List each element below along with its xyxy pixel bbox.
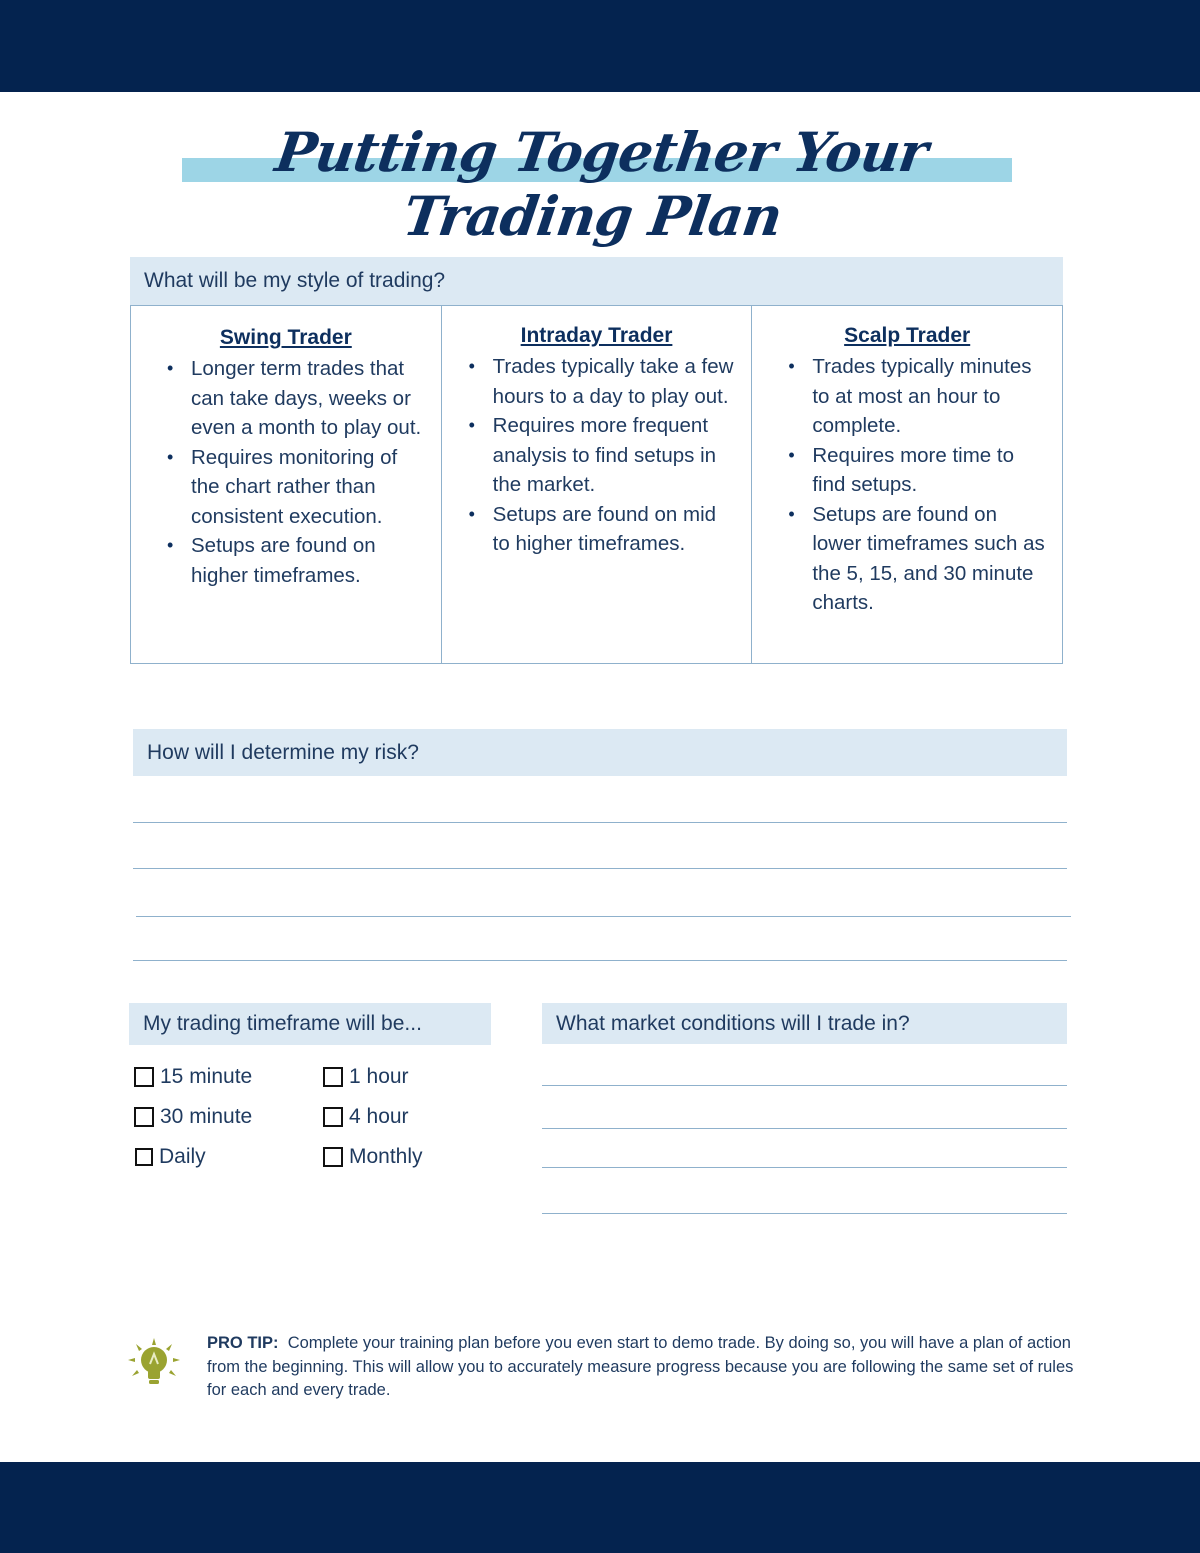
conditions-answer-line[interactable] — [542, 1213, 1067, 1214]
risk-answer-line[interactable] — [133, 960, 1067, 961]
column-list — [167, 354, 427, 590]
checkbox-30-minute[interactable]: 30 minute — [134, 1105, 252, 1129]
checkbox-square[interactable] — [134, 1067, 154, 1087]
checkbox-square[interactable] — [323, 1147, 343, 1167]
column-heading: Scalp Trader — [844, 324, 971, 347]
risk-answer-line[interactable] — [133, 868, 1067, 869]
column-list — [468, 352, 738, 559]
list-item: • Requires more time to find setups. — [788, 443, 1015, 496]
list-item: • Longer term trades that can take days, weeks or even a month to play out. — [167, 357, 422, 439]
conditions-question-header: What market conditions will I trade in? — [542, 1003, 1067, 1044]
page-title: Putting Together Your Trading Plan — [271, 120, 932, 248]
conditions-answer-line[interactable] — [542, 1128, 1067, 1129]
checkbox-1-hour[interactable]: 1 hour — [323, 1065, 409, 1089]
title-block — [182, 118, 1012, 248]
list-item: • Trades typically minutes to at most an hour to complete. — [788, 355, 1032, 437]
risk-answer-line[interactable] — [133, 822, 1067, 823]
list-item: • Setups are found on mid to higher timeframes. — [468, 502, 717, 555]
checkbox-15-minute[interactable]: 15 minute — [134, 1065, 252, 1089]
bottom-band — [0, 1462, 1200, 1553]
pro-tip-text — [207, 1332, 1077, 1403]
checkbox-square[interactable] — [323, 1067, 343, 1087]
conditions-answer-line[interactable] — [542, 1085, 1067, 1086]
style-column-swing — [131, 306, 442, 663]
checkbox-daily[interactable]: Daily — [135, 1145, 206, 1169]
top-band — [0, 0, 1200, 92]
list-item: • Setups are found on lower timeframes such as the 5, 15, and 30 minute charts. — [788, 502, 1045, 614]
checkbox-square[interactable] — [134, 1107, 154, 1127]
checkbox-monthly[interactable]: Monthly — [323, 1145, 423, 1169]
column-heading: Intraday Trader — [520, 324, 673, 347]
risk-question-header: How will I determine my risk? — [133, 729, 1067, 776]
list-item: • Requires more frequent analysis to find setups in the market. — [468, 414, 717, 496]
lightbulb-icon — [124, 1336, 184, 1392]
style-column-scalp — [752, 306, 1062, 663]
list-item: • Setups are found on higher timeframes. — [167, 534, 376, 587]
style-question-header: What will be my style of trading? — [130, 257, 1063, 305]
style-table — [130, 305, 1063, 664]
column-list — [788, 352, 1048, 618]
risk-answer-line[interactable] — [136, 916, 1071, 917]
pro-tip-label: PRO TIP: — [207, 1334, 279, 1352]
style-column-intraday — [442, 306, 753, 663]
timeframe-question-header: My trading timeframe will be... — [129, 1003, 491, 1045]
checkbox-square[interactable] — [323, 1107, 343, 1127]
column-heading: Swing Trader — [219, 326, 352, 349]
pro-tip-body: Complete your training plan before you even start to demo trade. By doing so, you will have a plan of action from the beginning. This will allow you to accurately measure progress because you are following the same set of rules for each and every trade. — [207, 1334, 1074, 1399]
checkbox-4-hour[interactable]: 4 hour — [323, 1105, 409, 1129]
conditions-answer-line[interactable] — [542, 1167, 1067, 1168]
list-item: • Requires monitoring of the chart rather than consistent execution. — [167, 445, 398, 528]
list-item: • Trades typically take a few hours to a day to play out. — [468, 355, 734, 408]
checkbox-square[interactable] — [135, 1148, 153, 1166]
